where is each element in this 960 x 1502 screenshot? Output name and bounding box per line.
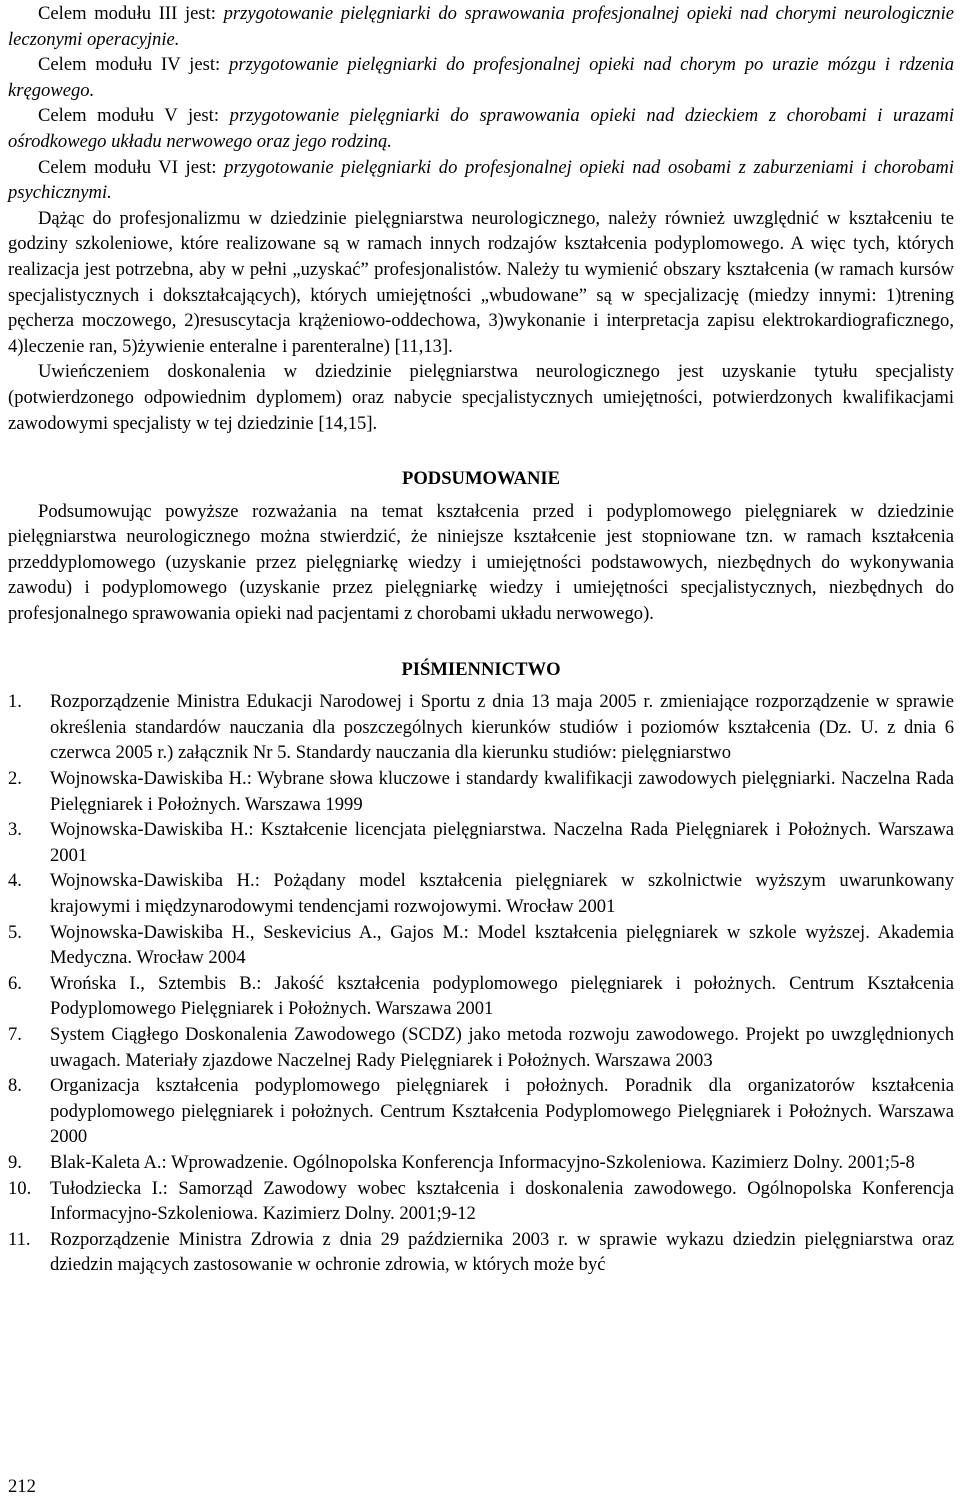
summary-paragraph: Podsumowując powyższe rozważania na temat kształcenia przed i podyplomowego pielęgniarek w dziedzinie pielęgniarstwa neurologicznego można stwierdzić, że niniejsze kształcenie jest stopniowane tzn. w ramach kształcenia przeddyplomowego (uzyskanie przez pielęgniarkę wiedzy i umiejętności podstawowych, niezbędnych do wykonywania zawodu) i podyplomowego (uzyskanie przez pielęgniarkę wiedzy i umiejętności specjalistycznych, niezbędnych do profesjonalnego sprawowania opieki nad pacjentami z chorobami układu nerwowego).: [8, 500, 954, 625]
reference-text: Wojnowska-Dawiskiba H., Seskevicius A., Gajos M.: Model kształcenia pielęgniarek w szkole wyższej. Akademia Medyczna. Wrocław 2004: [50, 921, 954, 969]
module-4-lead: Celem modułu IV jest:: [38, 54, 230, 76]
reference-number: 6.: [8, 972, 22, 994]
reference-number: 9.: [8, 1151, 22, 1173]
reference-item: [8, 1022, 954, 1073]
reference-number: 1.: [8, 691, 22, 713]
module-3-paragraph: [8, 1, 954, 52]
page-number: 212: [8, 1476, 36, 1497]
reference-number: 8.: [8, 1075, 22, 1097]
reference-text: Wojnowska-Dawiskiba H.: Kształcenie licencjata pielęgniarstwa. Naczelna Rada Pielęgniarek i Położnych. Warszawa 2001: [50, 819, 954, 866]
reference-item: [8, 1150, 954, 1176]
module-6-paragraph: [8, 155, 954, 206]
document-page: [8, 1, 954, 1278]
reference-item: [8, 1227, 954, 1278]
reference-text: Blak-Kaleta A.: Wprowadzenie. Ogólnopolska Konferencja Informacyjno-Szkoleniowa. Kazimierz Dolny. 2001;5-8: [50, 1151, 915, 1173]
module-6-lead: Celem modułu VI jest:: [38, 156, 225, 178]
reference-item: [8, 920, 954, 971]
reference-number: 3.: [8, 819, 22, 841]
reference-text: Tułodziecka I.: Samorząd Zawodowy wobec kształcenia i doskonalenia zawodowego. Ogólnopolska Konferencja Informacyjno-Szkoleniowa. Kazimierz Dolny. 2001;9-12: [50, 1177, 954, 1225]
reference-text: Organizacja kształcenia podyplomowego pielęgniarek i położnych. Poradnik dla organizatorów kształcenia podyplomowego pielęgniarek i położnych. Centrum Kształcenia Podyplomowego Pielęgniarek i Położnych. Warszawa 2000: [50, 1075, 954, 1148]
body-paragraph-specialist: Uwieńczeniem doskonalenia w dziedzinie pielęgniarstwa neurologicznego jest uzyskanie tytułu specjalisty (potwierdzonego odpowiednim dyplomem) oraz nabycie specjalistycznych umiejętności, potwierdzonych kwalifikacjami zawodowymi specjalisty w tej dziedzinie [14,15].: [8, 361, 954, 434]
module-3-lead: Celem modułu III jest:: [38, 3, 224, 24]
reference-text: Rozporządzenie Ministra Zdrowia z dnia 29 października 2003 r. w sprawie wykazu dziedzin pielęgniarstwa oraz dziedzin mających zastosowanie w ochronie zdrowia, w których może być: [50, 1228, 954, 1276]
reference-number: 5.: [8, 921, 22, 943]
references-list: [8, 689, 954, 1278]
reference-text: Wrońska I., Sztembis B.: Jakość kształcenia podyplomowego pielęgniarek i położnych. Centrum Kształcenia Podyplomowego Pielęgniarek i Położnych. Warszawa 2001: [50, 972, 954, 1020]
reference-number: 11.: [8, 1228, 31, 1250]
reference-text: Wojnowska-Dawiskiba H.: Pożądany model kształcenia pielęgniarek w szkolnictwie wyższym uwarunkowany krajowymi i międzynarodowymi tendencjami rozwojowymi. Wrocław 2001: [50, 870, 954, 917]
reference-text: Rozporządzenie Ministra Edukacji Narodowej i Sportu z dnia 13 maja 2005 r. zmieniające rozporządzenie w sprawie określenia standardów nauczania dla poszczególnych kierunków studiów i poziomów kształcenia (Dz. U. z dnia 6 czerwca 2005 r.) załącznik Nr 5. Standardy nauczania dla kierunku studiów: pielęgniarstwo: [50, 691, 954, 764]
reference-text: Wojnowska-Dawiskiba H.: Wybrane słowa kluczowe i standardy kwalifikacji zawodowych pielęgniarki. Naczelna Rada Pielęgniarek i Położnych. Warszawa 1999: [50, 768, 954, 815]
module-3-goal: przygotowanie pielęgniarki do sprawowania profesjonalnej opieki nad chorymi neurologicznie leczonymi operacyjnie.: [8, 3, 954, 50]
reference-item: [8, 971, 954, 1022]
summary-heading: PODSUMOWANIE: [401, 468, 561, 490]
references-heading: PIŚMIENNICTWO: [401, 658, 561, 680]
module-6-goal: przygotowanie pielęgniarki do profesjonalnej opieki nad osobami z zaburzeniami i chorobami psychicznymi.: [8, 156, 954, 204]
reference-item: [8, 766, 954, 817]
reference-number: 7.: [8, 1023, 22, 1045]
reference-item: [8, 689, 954, 766]
reference-item: [8, 1176, 954, 1227]
reference-item: [8, 868, 954, 919]
reference-item: [8, 817, 954, 868]
body-paragraph-professionalism: Dążąc do profesjonalizmu w dziedzinie pielęgniarstwa neurologicznego, należy również uwzględnić w kształceniu te godziny szkoleniowe, które realizowane są w ramach innych rodzajów kształcenia podyplomowego. A więc tych, których realizacja jest potrzebna, aby w pełni „uzyskać” profesjonalistów. Należy tu wymienić obszary kształcenia (w ramach kursów specjalistycznych i dokształcających), których umiejętności „wbudowane” są w specjalizację (miedzy innymi: 1)trening pęcherza moczowego, 2)resuscytacja krążeniowo-oddechowa, 3)wykonanie i interpretacja zapisu elektrokardiograficznego, 4)leczenie ran, 5)żywienie enteralne i parenteralne) [11,13].: [8, 207, 954, 357]
reference-item: [8, 1073, 954, 1150]
reference-number: 10.: [8, 1177, 32, 1199]
module-5-goal: przygotowanie pielęgniarki do sprawowania opieki nad dzieckiem z chorobami i urazami ośrodkowego układu nerwowego oraz jego rodziną.: [8, 105, 954, 152]
module-4-goal: przygotowanie pielęgniarki do profesjonalnej opieki nad chorym po urazie mózgu i rdzenia kręgowego.: [8, 54, 955, 101]
reference-number: 4.: [8, 870, 22, 892]
reference-text: System Ciągłego Doskonalenia Zawodowego (SCDZ) jako metoda rozwoju zawodowego. Projekt po uwzględnionych uwagach. Materiały zjazdowe Naczelnej Rady Pielęgniarek i Położnych. Warszawa 2003: [50, 1023, 954, 1071]
module-4-paragraph: [8, 52, 954, 103]
reference-number: 2.: [8, 768, 22, 790]
module-5-lead: Celem modułu V jest:: [38, 105, 230, 127]
module-5-paragraph: [8, 103, 954, 154]
